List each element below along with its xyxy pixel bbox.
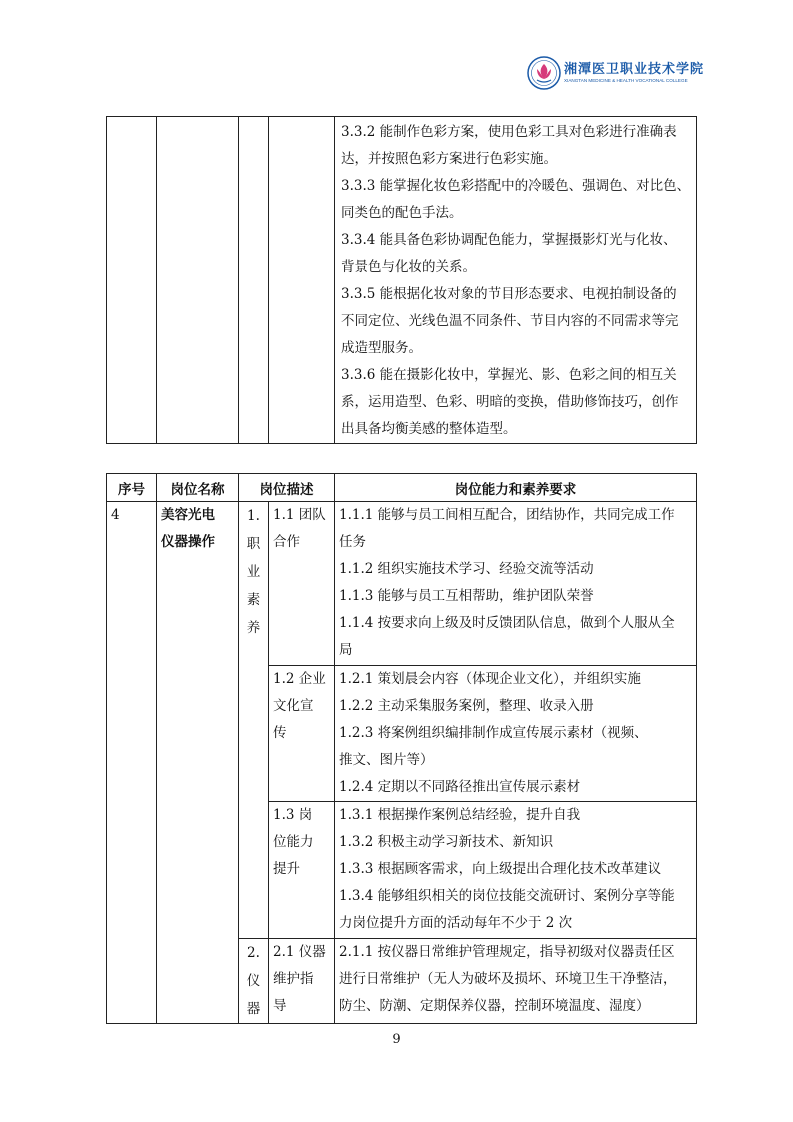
item-label: 1.3 岗 位能力 提升 bbox=[269, 802, 335, 939]
item-label: 1.1 团队 合作 bbox=[269, 502, 335, 666]
requirement-line: 同类色的配色手法。 bbox=[341, 205, 463, 221]
college-name-cn: 湘潭医卫职业技术学院 bbox=[564, 62, 705, 77]
header-no: 序号 bbox=[107, 474, 157, 502]
empty-cell bbox=[157, 117, 239, 444]
requirement-line: 成造型服务。 bbox=[341, 340, 422, 356]
item-requirements: 1.2.1 策划晨会内容（体现企业文化），并组织实施 1.2.2 主动采集服务案例，整理、收录入册 1.2.3 将案例组织编排制作成宣传展示素材（视频、 推文、图片等） 1.2.4 定期以不同路径推出宣传展示素材 bbox=[335, 666, 697, 802]
college-name-en: XIANGTAN MEDICINE & HEALTH VOCATIONAL COLLEGE bbox=[564, 78, 688, 83]
position-table bbox=[106, 473, 697, 1024]
requirement-line: 系，运用造型、色彩、明暗的变换，借助修饰技巧，创作 bbox=[341, 394, 679, 410]
requirement-line: 3.3.6 能在摄影化妆中，掌握光、影、色彩之间的相互关 bbox=[341, 367, 677, 383]
item-requirements: 2.1.1 按仪器日常维护管理规定，指导初级对仪器责任区 进行日常维护（无人为破坏及损坏、环境卫生干净整洁， 防尘、防潮、定期保养仪器，控制环境温度、湿度） bbox=[335, 939, 697, 1024]
position-name: 美容光电 仪器操作 bbox=[157, 502, 239, 1024]
empty-cell bbox=[239, 117, 269, 444]
item-label: 2.1 仪器 维护指 导 bbox=[269, 939, 335, 1024]
item-requirements: 1.1.1 能够与员工间相互配合，团结协作，共同完成工作 任务 1.1.2 组织实施技术学习、经验交流等活动 1.1.3 能够与员工互相帮助，维护团队荣誉 1.1.4 按要求向上级及时反馈团队信息，做到个人服从全 局 bbox=[335, 502, 697, 666]
college-logo bbox=[527, 56, 707, 94]
continuation-table bbox=[106, 116, 697, 444]
empty-cell bbox=[107, 117, 157, 444]
table-row bbox=[107, 117, 697, 444]
requirement-line: 不同定位、光线色温不同条件、节目内容的不同需求等完 bbox=[341, 313, 679, 329]
header-requirements: 岗位能力和素养要求 bbox=[335, 474, 697, 502]
requirement-line: 背景色与化妆的关系。 bbox=[341, 259, 476, 275]
row-number: 4 bbox=[107, 502, 157, 1024]
table-row bbox=[107, 502, 697, 666]
item-requirements: 1.3.1 根据操作案例总结经验，提升自我 1.3.2 积极主动学习新技术、新知识 1.3.3 根据顾客需求，向上级提出合理化技术改革建议 1.3.4 能够组织相关的岗位技能交流研讨、案例分享等能 力岗位提升方面的活动每年不少于 2 次 bbox=[335, 802, 697, 939]
header-position-desc: 岗位描述 bbox=[239, 474, 335, 502]
requirement-line: 出具备均衡美感的整体造型。 bbox=[341, 421, 517, 437]
requirement-cell bbox=[335, 117, 697, 444]
header-position-name: 岗位名称 bbox=[157, 474, 239, 502]
group-label-professional: 1. 职 业 素 养 bbox=[239, 502, 269, 939]
requirement-line: 3.3.2 能制作色彩方案，使用色彩工具对色彩进行准确表 bbox=[341, 124, 677, 140]
empty-cell bbox=[269, 117, 335, 444]
requirement-line: 3.3.3 能掌握化妆色彩搭配中的冷暖色、强调色、对比色、 bbox=[341, 178, 691, 194]
college-emblem-icon bbox=[527, 56, 561, 90]
item-label: 1.2 企业 文化宣 传 bbox=[269, 666, 335, 802]
requirement-line: 3.3.5 能根据化妆对象的节目形态要求、电视拍制设备的 bbox=[341, 286, 677, 302]
requirement-line: 3.3.4 能具备色彩协调配色能力，掌握摄影灯光与化妆、 bbox=[341, 232, 677, 248]
page-number: 9 bbox=[392, 1032, 401, 1047]
table-header-row bbox=[107, 474, 697, 502]
group-label-instrument: 2. 仪 器 bbox=[239, 939, 269, 1024]
requirement-line: 达，并按照色彩方案进行色彩实施。 bbox=[341, 151, 557, 167]
